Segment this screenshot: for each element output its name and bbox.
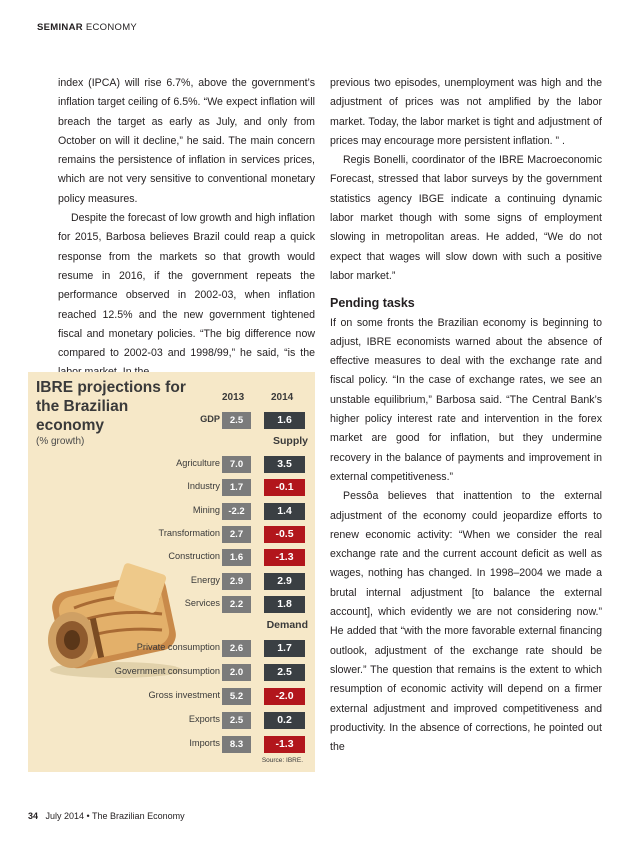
table-row bbox=[28, 573, 315, 590]
row-label: Services bbox=[184, 597, 220, 608]
row-label: Exports bbox=[188, 714, 220, 724]
page-footer bbox=[28, 811, 185, 821]
table-title: IBRE projections for the Brazilian economy bbox=[36, 379, 186, 434]
value-2014: -0.5 bbox=[264, 526, 305, 543]
right-column bbox=[330, 74, 602, 757]
value-2014: -1.3 bbox=[264, 549, 305, 566]
table-row bbox=[28, 456, 315, 473]
section-header-bold: SEMINAR bbox=[37, 22, 83, 33]
table-row bbox=[28, 640, 315, 657]
value-2013: 2.6 bbox=[222, 640, 251, 657]
row-label: Gross investment bbox=[148, 690, 220, 700]
table-row bbox=[28, 479, 315, 496]
right-paragraph-1: previous two episodes, unemployment was high and the adjustment of prices was not amplified by the labor market. Today, the labor market is tight and adjustment of prices may encourage more persistent inflation. ” . bbox=[330, 77, 602, 147]
value-2014: 0.2 bbox=[264, 712, 305, 729]
row-label: Industry bbox=[187, 481, 220, 492]
gdp-2013-value: 2.5 bbox=[222, 412, 251, 429]
table-row bbox=[28, 688, 315, 705]
table-row bbox=[28, 549, 315, 566]
value-2013: 1.6 bbox=[222, 549, 251, 566]
money-roll-image bbox=[36, 548, 186, 680]
gdp-label: GDP bbox=[200, 414, 220, 424]
page-number: 34 bbox=[28, 811, 39, 821]
value-2013: 2.9 bbox=[222, 573, 251, 590]
row-label: Mining bbox=[192, 504, 220, 515]
left-column bbox=[58, 74, 315, 383]
value-2013: 2.5 bbox=[222, 712, 251, 729]
value-2014: 2.9 bbox=[264, 573, 305, 590]
value-2014: 2.5 bbox=[264, 664, 305, 681]
row-label: Imports bbox=[189, 738, 220, 748]
right-paragraph-3: If on some fronts the Brazilian economy is beginning to adjust, IBRE economists warned about the absence of effective measures to deal with the exchange rate and fiscal policy. “In the case of exchange rates, we see an unstable equilibrium,” Barbosa said. “The Central Bank’s higher policy interest rate and intervention in the forex market are good for inflation, but they undermine recovery in the balance of payments and improvement in external competitiveness.” bbox=[330, 316, 602, 483]
table-row bbox=[28, 526, 315, 543]
gdp-row bbox=[28, 412, 315, 429]
value-2013: 2.0 bbox=[222, 664, 251, 681]
value-2013: 5.2 bbox=[222, 688, 251, 705]
supply-label: Supply bbox=[272, 435, 308, 447]
row-label: Energy bbox=[190, 574, 220, 585]
value-2013: 7.0 bbox=[222, 456, 251, 473]
left-paragraph-2: Despite the forecast of low growth and high inflation for 2015, Barbosa believes Brazil could reap a quick response from the markets so that growth would resume in 2016, if the government repeats the performance observed in 2002-03, when inflation reached 12.5% and the new government tightened fiscal and monetary policies. “The big difference now compared to 2002-03 and 1998/99,” he said, “is the bbox=[58, 212, 315, 360]
value-2013: 2.2 bbox=[222, 596, 251, 613]
table-row bbox=[28, 664, 315, 681]
year-2013-header: 2013 bbox=[222, 392, 245, 403]
row-label: Transformation bbox=[158, 527, 220, 538]
gdp-2014-value: 1.6 bbox=[264, 412, 305, 429]
value-2013: -2.2 bbox=[222, 503, 251, 520]
value-2014: 1.7 bbox=[264, 640, 305, 657]
right-paragraph-2: Regis Bonelli, coordinator of the IBRE Macroeconomic Forecast, stressed that labor surveys by the government statistics agency IBGE indicate a continuing dynamic labor market though with some signs of employment slowing in metropolitan areas. He added, “We do not expect that wages will slow down with such a positive labor market.” bbox=[330, 154, 602, 282]
subheading-pending-tasks: Pending tasks bbox=[330, 296, 415, 311]
row-label: Construction bbox=[168, 551, 220, 562]
row-label: Private consumption bbox=[136, 642, 220, 652]
value-2014: 3.5 bbox=[264, 456, 305, 473]
section-header-rest: ECONOMY bbox=[85, 22, 138, 33]
value-2014: -0.1 bbox=[264, 479, 305, 496]
value-2014: 1.8 bbox=[264, 596, 305, 613]
value-2014: -1.3 bbox=[264, 736, 305, 753]
table-row bbox=[28, 503, 315, 520]
row-label: Agriculture bbox=[176, 458, 220, 468]
demand-label: Demand bbox=[266, 619, 308, 631]
value-2013: 2.7 bbox=[222, 526, 251, 543]
right-paragraph-4: Pessôa believes that inattention to the external adjustment of the economy could jeopardize efforts to renew economic activity: “When we consider the real exchange rate and the current account deficit as well as wages, nothing has changed. In 1998–2004 we made a brutal internal adjustment [to balance the external account], which evidently we are not considering now.” He added that “with the more favorable external financing outlook, adjustment of the exchange rate should be slower.” The question that remains is the extent to which resumption of economic activity will depend on a firmer external adjustment and improved competitiveness and productivity. In the absence of corrections, he pointed out the bbox=[330, 490, 602, 754]
footer-text: July 2014 • The Brazilian Economy bbox=[45, 811, 185, 821]
value-2014: 1.4 bbox=[264, 503, 305, 520]
section-header bbox=[37, 22, 137, 33]
table-subtitle: (% growth) bbox=[36, 436, 85, 447]
value-2014: -2.0 bbox=[264, 688, 305, 705]
table-row bbox=[28, 596, 315, 613]
value-2013: 1.7 bbox=[222, 479, 251, 496]
table-source: Source: IBRE. bbox=[261, 757, 303, 764]
table-row bbox=[28, 712, 315, 729]
table-row bbox=[28, 736, 315, 753]
row-label: Government consumption bbox=[114, 666, 220, 676]
projections-table bbox=[28, 372, 315, 772]
year-2014-header: 2014 bbox=[271, 392, 294, 403]
left-paragraph-1: index (IPCA) will rise 6.7%, above the government’s inflation target ceiling of 6.5%. “We expect inflation will breach the target as early as July, and only from October on will it decline,” he said. The main concern remains the persistence of inflation in services prices, which are not very sensitive to conventional monetary policy measures. bbox=[58, 77, 315, 205]
value-2013: 8.3 bbox=[222, 736, 251, 753]
